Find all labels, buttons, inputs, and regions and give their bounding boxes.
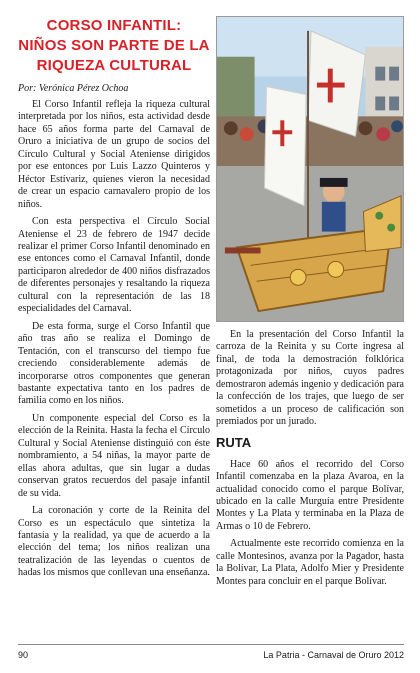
left-column — [18, 16, 210, 585]
paragraph: En la presentación del Corso Infantil la carroza de la Reinita y su Corte ingresa al final, de toda la demostración folklórica protagonizada por niños, cuyos padres demostraron además ingenio y dedicación para la confección de los trajes, que luego de ser sometidos a un proceso de calificación son premiados por un jurado. — [216, 329, 404, 428]
publication-name: La Patria - Carnaval de Oruro 2012 — [263, 650, 404, 660]
parade-photo-illustration — [217, 17, 403, 321]
right-column — [216, 16, 404, 593]
headline-line-1: CORSO INFANTIL: — [46, 17, 182, 34]
byline: Por: Verónica Pérez Ochoa — [18, 83, 129, 94]
parade-photo — [216, 16, 404, 322]
paragraph: Hace 60 años el recorrido del Corso Infantil comenzaba en la plaza Avaroa, en la actualidad conocido como el parque Bolívar, ubicado en la calle Murguía entre Presidente Montes y La Plata y terminaba en la Plaza de Armas o 10 de Febrero. — [216, 458, 404, 532]
paragraph: Un componente especial del Corso es la elección de la Reinita. Hasta la fecha el Círculo Cultural y Social Ateniense distinguió con éste nombramiento, a 54 niñas, la mayor parte de ellas ahora adultas, que sin lugar a dudas conservan gratos recuerdos del pasaje infantil de su vida. — [18, 412, 210, 499]
footer-rule — [18, 644, 404, 645]
paragraph: Con esta perspectiva el Círculo Social Ateniense el 23 de febrero de 1947 decide realizar el primer Corso Infantil denominado en ese entonces como el Carnaval Infantil, donde participaron alrededor de 400 niños disfrazados de diferentes personajes y resaltando la riqueza cultural con la representación de las 18 especialidades del Carnaval. — [18, 216, 210, 315]
section-title: RUTA — [216, 434, 252, 450]
paragraph: La coronación y corte de la Reinita del Corso es un espectáculo que sintetiza la fantasía y la realidad, ya que de acuerdo a la elección del tema; los niños realizan una teatralización de las leyendas o cuentos de hadas los mismos que conllevan una enseñanza. — [18, 505, 210, 579]
paragraph: De esta forma, surge el Corso Infantil que año tras año se realiza el Domingo de Tentación, con el transcurso del tiempo fue creciendo considerablemente además de incorporarse otros componentes que generan bastante expectativa tanto en los padres de familia como en los niños. — [18, 320, 210, 407]
page-number: 90 — [18, 650, 29, 660]
headline-line-3: RIQUEZA CULTURAL — [36, 57, 192, 74]
paragraph: El Corso Infantil refleja la riqueza cultural interpretada por los niños, esta actividad desde hace 65 años forma parte del Carnaval de Oruro a iniciativa de un grupo de socios del Círculo Cultural y Social Ateniense dirigidos por ese entonces por Luis Lazzo Quinteros y Héctor Estívariz, quienes vieron la necesidad de crear un espacio carnavalero propio de los niños. — [18, 99, 210, 210]
article-headline — [18, 16, 210, 76]
headline-line-2: NIÑOS SON PARTE DE LA — [18, 37, 210, 54]
paragraph: Actualmente este recorrido comienza en la calle Montesinos, avanza por la Pagador, hasta la Bolívar, La Plata, Adolfo Mier y Presidente Montes para concluir en el parque Bolívar. — [216, 538, 404, 587]
